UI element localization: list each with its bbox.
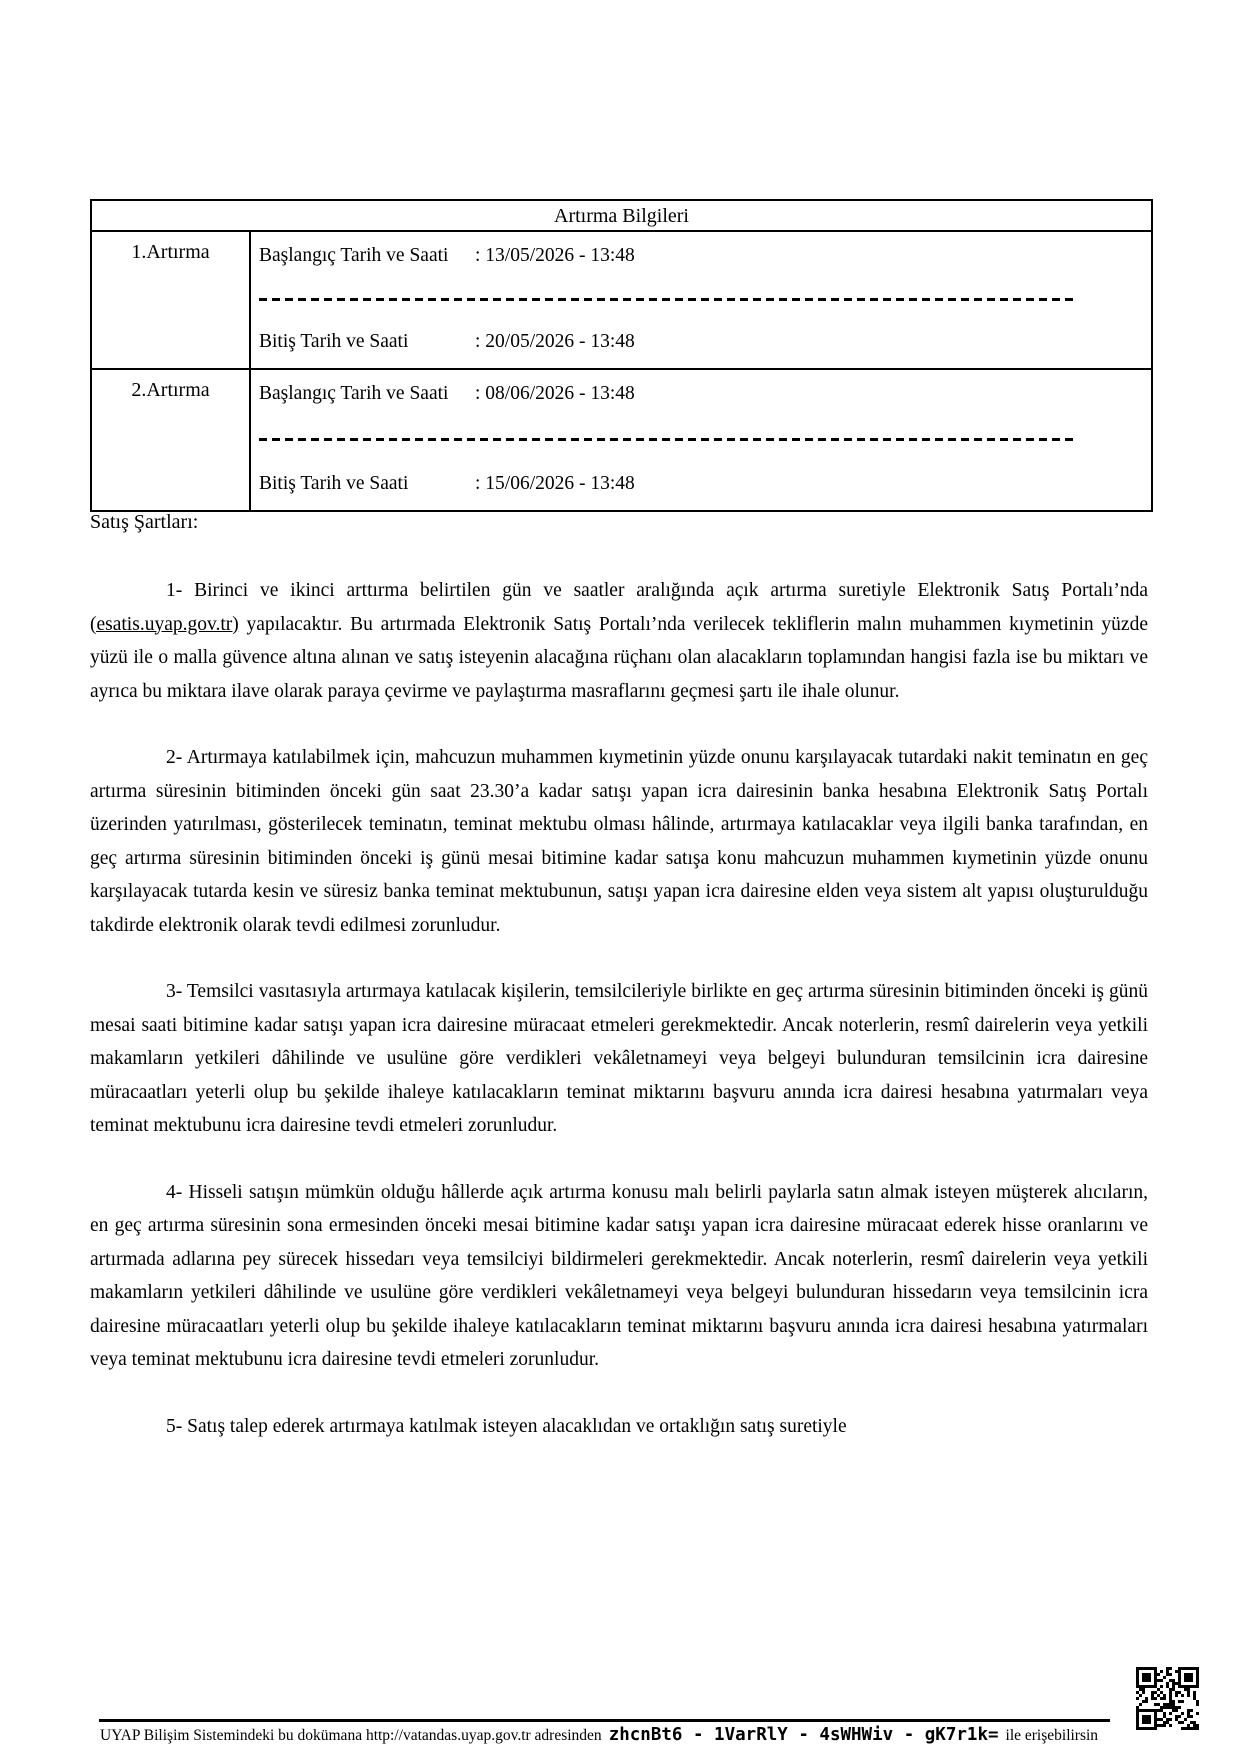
condition-paragraph-4: 4- Hisseli satışın mümkün olduğu hâllerde açık artırma konusu malı belirli paylarla satın almak isteyen müşterek alıcıların, en geç artırma süresinin sona ermesinden önceki mesai bitimine kadar satışı yapan icra dairesine müracaat ederek hisse oranlarını ve artırmada adlarına pey sürecek hissedarı veya temsilciyi bildirmeleri gerekmektedir. Ancak noterlerin, resmî dairelerin veya yetkili makamların yetkileri dâhilinde ve usulüne göre verdikleri vekâletnameyi veya belgeyi bulunduran hissedarın veya temsilcinin icra dairesine müracaatları yeterli olup bu şekilde ihaleye katılacakların teminat miktarını başvuru anında icra dairesi hesabına yatırmaları veya teminat mektubunu icra dairesine tevdi etmeleri zorunludur. <box>90 1181 1148 1370</box>
qr-code-icon <box>1136 1667 1199 1730</box>
start-date-value: : 08/06/2026 - 13:48 <box>475 383 635 404</box>
auction-1-label: 1.Artırma <box>92 232 251 368</box>
auction-2-end <box>259 473 1141 495</box>
dashed-separator <box>259 298 1077 301</box>
paragraph-1-post: yapılacaktır. Bu artırmada Elektronik Satış Portalı’nda verilecek tekliflerin malın muhammen kıymetinin yüzde yüzü ile o malla güvence altına alınan ve satış isteyenin alacağına rüçhanı olan alacakların toplamından hangisi fazla ise bu miktarı ve ayrıca bu miktara ilave olarak paraya çevirme ve paylaştırma masraflarını geçmesi şartı ile ihale olunur. <box>90 613 1148 702</box>
end-date-value: : 15/06/2026 - 13:48 <box>475 473 635 494</box>
dashed-separator <box>259 438 1077 441</box>
auction-info-table <box>90 199 1153 512</box>
conditions-heading: Satış Şartları: <box>90 511 199 533</box>
esatis-portal-link[interactable]: (esatis.uyap.gov.tr) <box>90 613 239 635</box>
auction-table-title: Artırma Bilgileri <box>92 201 1151 232</box>
paragraph-1-pre: 1- Birinci ve ikinci arttırma belirtilen gün ve saatler aralığında açık artırma suretiyle Elektronik Satış Portalı’nda <box>166 580 1148 601</box>
footer-access-code: zhcnBt6 - 1VarRlY - 4sWHWiv - gK7r1k= <box>608 1725 999 1745</box>
end-date-value: : 20/05/2026 - 13:48 <box>475 331 635 352</box>
footer-suffix: ile erişebilirsin <box>1005 1727 1099 1744</box>
footer-divider <box>99 1719 1110 1722</box>
end-date-label: Bitiş Tarih ve Saati <box>259 473 409 494</box>
start-date-label: Başlangıç Tarih ve Saati <box>259 383 449 404</box>
auction-1-dates-cell <box>251 232 1151 368</box>
start-date-label: Başlangıç Tarih ve Saati <box>259 245 449 266</box>
condition-paragraph-1 <box>90 574 1148 708</box>
auction-2-start <box>259 383 1141 405</box>
condition-paragraph-5: 5- Satış talep ederek artırmaya katılmak isteyen alacaklıdan ve ortaklığın satış suretiyle <box>166 1415 847 1437</box>
start-date-value: : 13/05/2026 - 13:48 <box>475 245 635 266</box>
auction-2-dates-cell <box>251 370 1151 510</box>
end-date-label: Bitiş Tarih ve Saati <box>259 331 409 352</box>
auction-2-label: 2.Artırma <box>92 370 251 510</box>
auction-row-2 <box>92 370 1151 510</box>
footer-access-note <box>100 1725 1241 1745</box>
auction-1-start <box>259 245 1141 267</box>
conditions-body <box>90 574 1148 1476</box>
auction-row-1 <box>92 232 1151 370</box>
condition-paragraph-3: 3- Temsilci vasıtasıyla artırmaya katılacak kişilerin, temsilcileriyle birlikte en geç artırma süresinin bitiminden önceki iş günü mesai saati bitimine kadar satışı yapan icra dairesine müracaat etmeleri gerekmektedir. Ancak noterlerin, resmî dairelerin veya yetkili makamların yetkileri dâhilinde ve usulüne göre verdikleri vekâletnameyi veya belgeyi bulunduran temsilcinin icra dairesine müracaatları yeterli olup bu şekilde ihaleye katılacakların teminat miktarını başvuru anında icra dairesi hesabına yatırmaları veya teminat mektubunu icra dairesine tevdi etmeleri zorunludur. <box>90 981 1148 1136</box>
auction-1-end <box>259 331 1141 353</box>
footer-prefix: UYAP Bilişim Sistemindeki bu dokümana http://vatandas.uyap.gov.tr adresinden <box>100 1727 602 1744</box>
condition-paragraph-2: 2- Artırmaya katılabilmek için, mahcuzun muhammen kıymetinin yüzde onunu karşılayacak tutardaki nakit teminatın en geç artırma süresinin bitiminden önceki gün saat 23.30’a kadar satışı yapan icra dairesinin banka hesabına Elektronik Satış Portalı üzerinden yatırılması, gösterilecek teminatın, teminat mektubu olması hâlinde, artırmaya katılacaklar veya ilgili banka tarafından, en geç artırma süresinin bitiminden önceki iş günü mesai bitimine kadar satışa konu mahcuzun muhammen kıymetinin yüzde onunu karşılayacak tutarda kesin ve süresiz banka teminat mektubunun, satışı yapan icra dairesine elden veya sistem alt yapısı oluşturulduğu takdirde elektronik olarak tevdi edilmesi zorunludur. <box>90 747 1148 936</box>
